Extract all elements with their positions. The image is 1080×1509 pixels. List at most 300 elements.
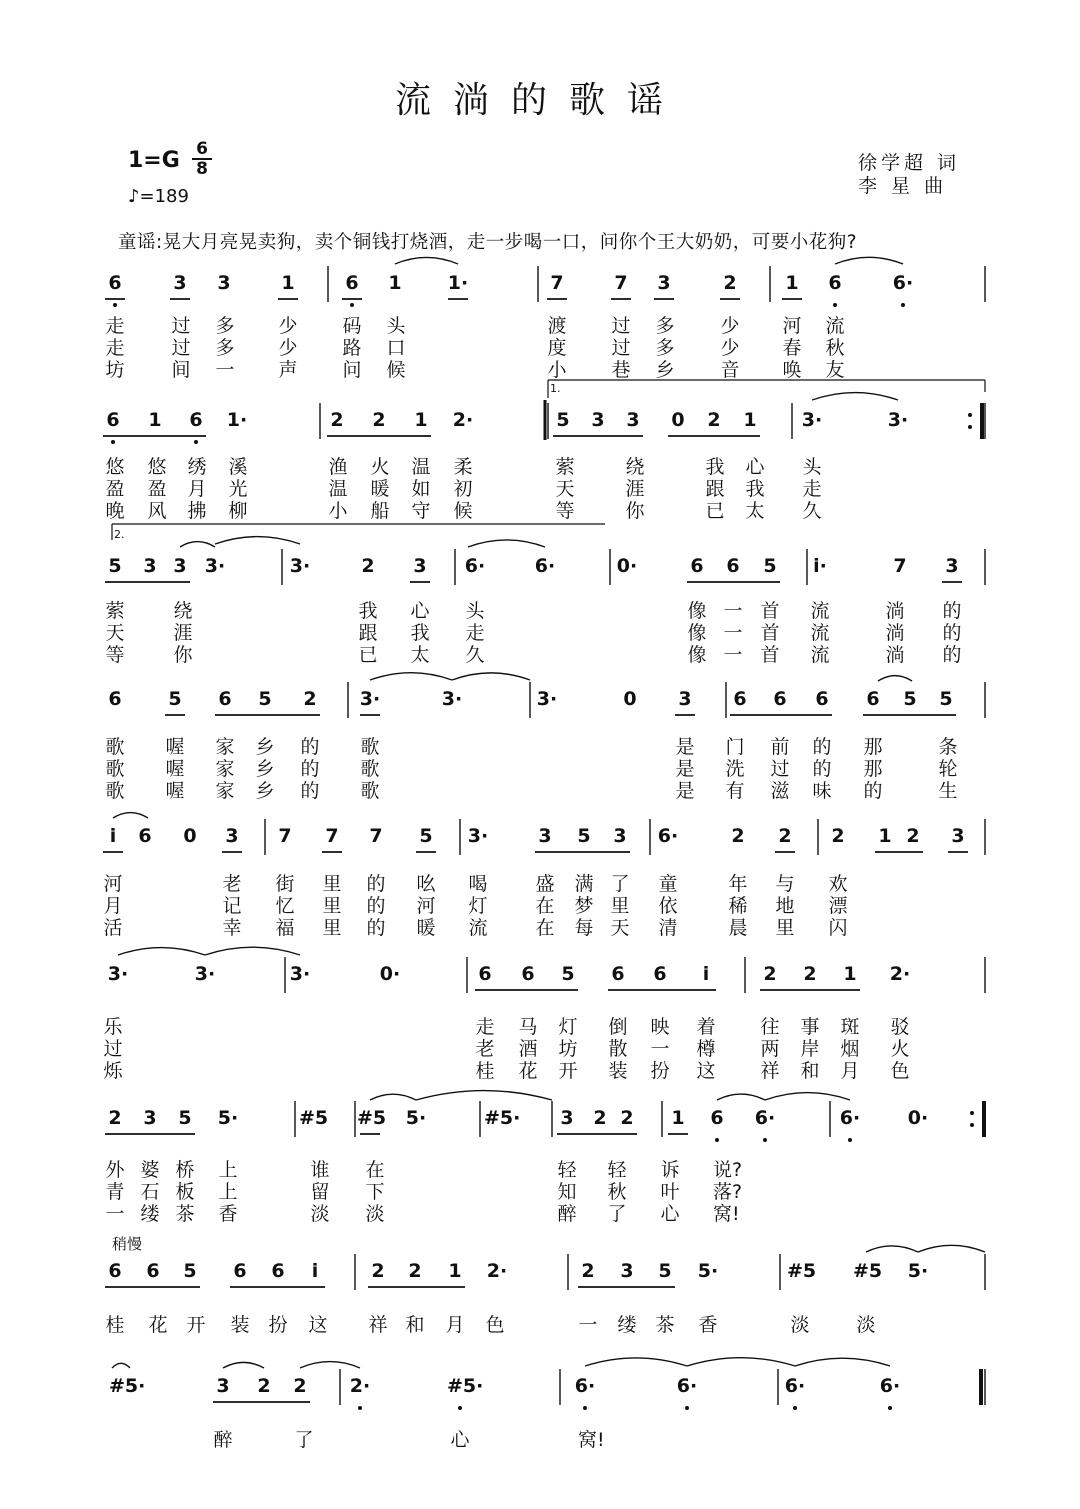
note: 1 [671, 1107, 685, 1129]
lyric-char: 祥 [368, 1314, 388, 1336]
time-signature-bottom: 8 [196, 159, 208, 179]
tie [452, 673, 530, 680]
lyric-char: 的 [300, 780, 320, 802]
lyric-char: 窝! [713, 1203, 740, 1225]
note: #5· [484, 1107, 521, 1129]
note: 5 [903, 688, 917, 710]
lyric-char: 歌 [360, 758, 380, 780]
lyric-char: 晨 [728, 917, 748, 939]
lyric-char: 漂 [828, 895, 848, 917]
lyric-char: 火 [890, 1038, 910, 1060]
lyric-char: 太 [410, 644, 430, 666]
lyric-char: 烟 [840, 1038, 860, 1060]
lyric-char: 在 [535, 917, 555, 939]
lyric-char: 的 [366, 895, 386, 917]
composer-credit: 李 星 曲 [858, 175, 948, 197]
lyric-char: 跟 [705, 478, 725, 500]
note: 5 [556, 409, 570, 431]
lyric-char: 前 [770, 736, 790, 758]
note: 3 [620, 1260, 634, 1282]
lyric-char: 香 [218, 1203, 238, 1225]
note: 6 [108, 688, 122, 710]
note: 6 [108, 272, 122, 294]
octave-dot [763, 1138, 767, 1142]
tie [300, 1362, 360, 1368]
tie [585, 1358, 687, 1366]
lyric-char: 每 [574, 917, 594, 939]
lyric-char: 祥 [760, 1060, 780, 1082]
lyric-char: 乡 [255, 780, 275, 802]
lyric-char: 年 [728, 873, 748, 895]
lyric-char: 轮 [938, 758, 958, 780]
lyric-char: 月 [445, 1314, 465, 1336]
lyric-char: 记 [222, 895, 242, 917]
lyric-char: 童 [658, 873, 678, 895]
lyric-char: 那 [863, 736, 883, 758]
note: 6 [189, 409, 203, 431]
octave-dot [113, 303, 117, 307]
lyric-char: 少 [278, 337, 298, 359]
lyric-char: 吆 [416, 873, 436, 895]
note: 1 [743, 409, 757, 431]
lyric-char: 装 [608, 1060, 628, 1082]
note: 2 [723, 272, 737, 294]
lyric-char: 过 [770, 758, 790, 780]
lyric-char: 你 [173, 644, 193, 666]
note: 1 [878, 825, 892, 847]
lyric-char: 装 [230, 1314, 250, 1336]
lyric-char: 乡 [255, 736, 275, 758]
note: 1· [447, 272, 469, 294]
tie [468, 540, 545, 547]
note: 3 [626, 409, 640, 431]
lyric-char: 溪 [228, 456, 248, 478]
note: 5 [108, 555, 122, 577]
octave-dot [685, 1406, 689, 1410]
lyric-char: 风 [147, 500, 167, 522]
note: 3· [536, 688, 558, 710]
tie [866, 1246, 918, 1252]
lyric-char: 走 [475, 1016, 495, 1038]
note: 3 [560, 1107, 574, 1129]
lyric-char: 上 [218, 1181, 238, 1203]
note: 6 [866, 688, 880, 710]
lyric-char: 秋 [825, 337, 845, 359]
lyric-char: 我 [358, 600, 378, 622]
lyric-char: 春 [782, 337, 802, 359]
lyric-char: 少 [720, 315, 740, 337]
lyric-char: 满 [574, 873, 594, 895]
note: 3 [143, 555, 157, 577]
lyric-char: 的 [942, 622, 962, 644]
lyric-char: 樽 [696, 1038, 716, 1060]
lyric-char: 一 [215, 359, 235, 381]
lyric-char: 在 [365, 1159, 385, 1181]
note: i [702, 963, 710, 985]
octave-dot [458, 1406, 462, 1410]
lyric-char: 涯 [625, 478, 645, 500]
tie [795, 1358, 890, 1366]
lyric-char: 映 [650, 1016, 670, 1038]
lyric-char: 绕 [625, 456, 645, 478]
lyric-char: 与 [775, 873, 795, 895]
lyric-char: 渡 [547, 315, 567, 337]
lyric-char: 缕 [617, 1314, 637, 1336]
tie [118, 948, 205, 955]
tie [717, 1094, 765, 1100]
lyric-char: 我 [705, 456, 725, 478]
note: 6 [690, 555, 704, 577]
lyric-char: 像 [687, 600, 707, 622]
lyric-char: 口 [386, 337, 406, 359]
lyric-char: 淌 [885, 622, 905, 644]
lyric-char: 流 [825, 315, 845, 337]
lyric-char: 盛 [535, 873, 555, 895]
lyric-char: 散 [608, 1038, 628, 1060]
note: #5· [109, 1375, 146, 1397]
lyric-char: 这 [308, 1314, 328, 1336]
lyric-char: 流 [810, 644, 830, 666]
lyric-char: 家 [215, 736, 235, 758]
lyric-char: 石 [140, 1181, 160, 1203]
note: 5 [419, 825, 433, 847]
lyric-char: 的 [942, 644, 962, 666]
note: 6· [879, 1375, 901, 1397]
lyric-char: 柳 [228, 500, 248, 522]
note: i· [813, 555, 827, 577]
lyric-char: 落? [713, 1181, 743, 1203]
note: #5· [447, 1375, 484, 1397]
lyric-char: 地 [775, 895, 795, 917]
lyric-char: 心 [745, 456, 765, 478]
repeat-dot [970, 1123, 974, 1127]
lyric-char: 滋 [770, 780, 790, 802]
note: 2 [831, 825, 845, 847]
note: 6 [710, 1107, 724, 1129]
note: 3 [216, 1375, 230, 1397]
note: 0 [671, 409, 685, 431]
lyric-char: 头 [386, 315, 406, 337]
lyric-char: 河 [782, 315, 802, 337]
lyric-char: 过 [171, 337, 191, 359]
note: 5 [561, 963, 575, 985]
lyric-char: 的 [812, 758, 832, 780]
note: 2 [707, 409, 721, 431]
lyric-char: 岸 [800, 1038, 820, 1060]
note: 5 [258, 688, 272, 710]
note: 0· [379, 963, 401, 985]
lyric-char: 喔 [165, 736, 185, 758]
note: 7 [325, 825, 339, 847]
lyric-char: 走 [802, 478, 822, 500]
lyric-char: 柔 [453, 456, 473, 478]
lyric-char: 下 [365, 1181, 385, 1203]
lyric-char: 依 [658, 895, 678, 917]
lyric-char: 多 [215, 315, 235, 337]
lyric-char: 月 [187, 478, 207, 500]
note: 6 [345, 272, 359, 294]
lyric-char: 过 [611, 337, 631, 359]
note: 2 [371, 1260, 385, 1282]
lyric-char: 门 [725, 736, 745, 758]
lyric-char: 光 [228, 478, 248, 500]
lyric-char: 了 [607, 1203, 627, 1225]
lyric-char: 梦 [574, 895, 594, 917]
lyric-char: 友 [825, 359, 845, 381]
note: 6· [676, 1375, 698, 1397]
lyric-char: 和 [405, 1314, 425, 1336]
note: 2 [731, 825, 745, 847]
lyric-char: 往 [760, 1016, 780, 1038]
lyric-char: 绕 [173, 600, 193, 622]
tie [765, 1093, 850, 1100]
note: 3· [107, 963, 129, 985]
lyric-char: 心 [660, 1203, 680, 1225]
volta-1-label: 1. [550, 382, 561, 395]
lyric-char: 知 [557, 1181, 577, 1203]
note: 3· [289, 555, 311, 577]
lyric-char: 了 [294, 1429, 314, 1451]
note: #5 [357, 1107, 387, 1129]
lyric-char: 老 [222, 873, 242, 895]
lyric-char: 开 [558, 1060, 578, 1082]
lyric-char: 巷 [611, 359, 631, 381]
lyric-char: 多 [655, 337, 675, 359]
lyric-char: 的 [366, 873, 386, 895]
lyric-char: 走 [105, 337, 125, 359]
lyric-char: 船 [370, 500, 390, 522]
lyric-char: 小 [547, 359, 567, 381]
lyric-char: 喝 [468, 873, 488, 895]
note: 5 [658, 1260, 672, 1282]
lyric-char: 轻 [607, 1159, 627, 1181]
note: 3· [204, 555, 226, 577]
lyric-char: 灯 [468, 895, 488, 917]
lyric-char: 乡 [655, 359, 675, 381]
lyric-char: 香 [698, 1314, 718, 1336]
lyric-char: 喔 [165, 758, 185, 780]
repeat-dot [970, 1111, 974, 1115]
note: 7 [278, 825, 292, 847]
lyric-char: 候 [453, 500, 473, 522]
note: 6 [218, 688, 232, 710]
note: 5 [577, 825, 591, 847]
lyric-char: 一 [578, 1314, 598, 1336]
note: 6· [754, 1107, 776, 1129]
lyric-char: 轻 [557, 1159, 577, 1181]
tie [215, 537, 300, 544]
note: 7 [614, 272, 628, 294]
lyric-char: 过 [171, 315, 191, 337]
lyric-char: 萦 [555, 456, 575, 478]
lyric-char: 候 [386, 359, 406, 381]
lyric-char: 色 [890, 1060, 910, 1082]
note: 2· [889, 963, 911, 985]
note: 6· [892, 272, 914, 294]
lyric-char: 醉 [557, 1203, 577, 1225]
lyric-char: 淡 [310, 1203, 330, 1225]
lyric-char: 首 [760, 644, 780, 666]
lyric-char: 闪 [828, 917, 848, 939]
tie [370, 673, 452, 680]
lyric-char: 已 [705, 500, 725, 522]
lyric-char: 有 [725, 780, 745, 802]
lyric-char: 缕 [140, 1203, 160, 1225]
lyric-char: 福 [275, 917, 295, 939]
lyric-char: 少 [278, 315, 298, 337]
note: 1 [414, 409, 428, 431]
note: 1· [226, 409, 248, 431]
lyric-char: 火 [370, 456, 390, 478]
lyric-char: 倒 [608, 1016, 628, 1038]
lyric-char: 欢 [828, 873, 848, 895]
lyric-char: 味 [812, 780, 832, 802]
lyric-char: 坊 [558, 1038, 578, 1060]
note: 7 [550, 272, 564, 294]
lyric-char: 家 [215, 780, 235, 802]
note: 5 [183, 1260, 197, 1282]
lyric-char: 幸 [222, 917, 242, 939]
lyric-char: 间 [171, 359, 191, 381]
note: 6 [138, 825, 152, 847]
note: i [311, 1260, 319, 1282]
note: 2 [593, 1107, 607, 1129]
lyric-char: 上 [218, 1159, 238, 1181]
lyric-char: 淡 [790, 1314, 810, 1336]
note: 5 [168, 688, 182, 710]
lyric-char: 的 [366, 917, 386, 939]
lyric-char: 如 [411, 478, 431, 500]
tempo: ♪=189 [128, 186, 189, 207]
lyric-char: 灯 [558, 1016, 578, 1038]
lyric-char: 里 [322, 895, 342, 917]
note: 6· [784, 1375, 806, 1397]
note: 3· [359, 688, 381, 710]
lyric-char: 天 [610, 917, 630, 939]
note: 2 [763, 963, 777, 985]
lyric-char: 一 [650, 1038, 670, 1060]
note: 6 [611, 963, 625, 985]
note: 5 [763, 555, 777, 577]
lyric-char: 乐 [103, 1016, 123, 1038]
lyric-char: 萦 [105, 600, 125, 622]
lyric-char: 喔 [165, 780, 185, 802]
lyric-char: 婆 [140, 1159, 160, 1181]
lyric-char: 度 [547, 337, 567, 359]
note: 2 [293, 1375, 307, 1397]
lyric-char: 歌 [105, 736, 125, 758]
lyric-char: 流 [468, 917, 488, 939]
lyric-char: 老 [475, 1038, 495, 1060]
tie [687, 1358, 795, 1366]
note: 3 [143, 1107, 157, 1129]
lyric-char: 悠 [147, 456, 167, 478]
lyric-char: 过 [103, 1038, 123, 1060]
lyric-char: 淡 [365, 1203, 385, 1225]
note: 2 [361, 555, 375, 577]
lyric-char: 温 [411, 456, 431, 478]
note: 2 [581, 1260, 595, 1282]
lyric-char: 了 [610, 873, 630, 895]
note: 6 [146, 1260, 160, 1282]
note: 3 [591, 409, 605, 431]
lyric-char: 驳 [890, 1016, 910, 1038]
lyric-char: 扮 [650, 1060, 670, 1082]
note: 6· [534, 555, 556, 577]
note: 2 [803, 963, 817, 985]
lyric-char: 的 [812, 736, 832, 758]
note: 3 [945, 555, 959, 577]
note: 3 [173, 272, 187, 294]
note: 3 [538, 825, 552, 847]
lyric-char: 色 [485, 1314, 505, 1336]
lyric-char: 少 [720, 337, 740, 359]
lyric-char: 活 [103, 917, 123, 939]
note: 6 [108, 1260, 122, 1282]
lyric-char: 我 [410, 622, 430, 644]
note: 5· [217, 1107, 239, 1129]
lyric-char: 走 [465, 622, 485, 644]
note: 3· [194, 963, 216, 985]
lyric-char: 家 [215, 758, 235, 780]
lyric-char: 叶 [660, 1181, 680, 1203]
note: 2 [257, 1375, 271, 1397]
note: 1 [281, 272, 295, 294]
repeat-dot [968, 413, 972, 417]
lyric-char: 花 [148, 1314, 168, 1336]
lyric-char: 板 [175, 1181, 195, 1203]
lyric-char: 桥 [175, 1159, 195, 1181]
lyric-char: 悠 [105, 456, 125, 478]
lyric-char: 我 [745, 478, 765, 500]
note: 3 [678, 688, 692, 710]
note: 6 [733, 688, 747, 710]
lyric-char: 已 [358, 644, 378, 666]
lyric-char: 的 [300, 736, 320, 758]
lyric-char: 桂 [105, 1314, 125, 1336]
tie [416, 1091, 552, 1100]
octave-dot [358, 1406, 362, 1410]
note: 1 [388, 272, 402, 294]
octave-dot [194, 440, 198, 444]
note: 6· [574, 1375, 596, 1397]
lyric-char: 问 [342, 359, 362, 381]
note: 2 [330, 409, 344, 431]
note: 1 [148, 409, 162, 431]
lyric-char: 月 [840, 1060, 860, 1082]
lyric-char: 初 [453, 478, 473, 500]
repeat-dot [968, 425, 972, 429]
tie [812, 393, 898, 400]
lyric-char: 跟 [358, 622, 378, 644]
note: 3 [613, 825, 627, 847]
note: 0· [616, 555, 638, 577]
lyric-char: 烁 [103, 1060, 123, 1082]
note: #5 [787, 1260, 817, 1282]
tie [223, 1362, 264, 1368]
note: 2 [408, 1260, 422, 1282]
lyric-char: 流 [810, 600, 830, 622]
lyric-char: 青 [105, 1181, 125, 1203]
lyric-char: 稀 [728, 895, 748, 917]
lyric-char: 小 [328, 500, 348, 522]
note: #5 [299, 1107, 329, 1129]
note: 7 [369, 825, 383, 847]
lyric-char: 过 [611, 315, 631, 337]
lyric-char: 心 [450, 1429, 470, 1451]
lyric-char: 开 [186, 1314, 206, 1336]
lyric-char: 淌 [885, 600, 905, 622]
